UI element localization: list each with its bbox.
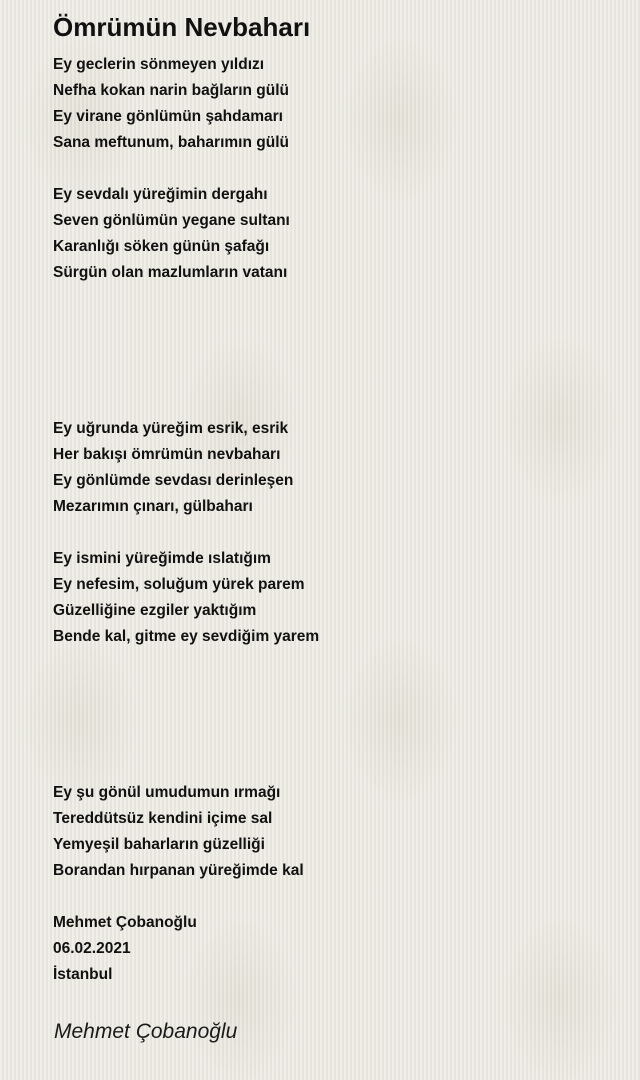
poem-body [53, 52, 613, 988]
poem-line: Ey nefesim, soluğum yürek parem [53, 576, 305, 593]
poem-title: Ömrümün Nevbaharı [53, 12, 311, 42]
stanza-gap [53, 754, 613, 780]
poem-line: Ey gönlümde sevdası derinleşen [53, 472, 294, 489]
poem-line: Sürgün olan mazlumların vatanı [53, 264, 288, 281]
stanza-1 [53, 52, 613, 156]
poem-line: Ey ismini yüreğimde ıslatığım [53, 550, 271, 567]
stanza-gap [53, 390, 613, 416]
stanza-4 [53, 546, 613, 650]
poem-line: Borandan hırpanan yüreğimde kal [53, 862, 304, 879]
poem-line: Seven gönlümün yegane sultanı [53, 212, 290, 229]
poem-line: Her bakışı ömrümün nevbaharı [53, 446, 281, 463]
poem-line: Ey geclerin sönmeyen yıldızı [53, 56, 265, 73]
stanza-2 [53, 182, 613, 286]
poem-line: Ey şu gönül umudumun ırmağı [53, 784, 281, 801]
poem-line: Sana meftunum, baharımın gülü [53, 134, 289, 151]
section-gap [53, 286, 613, 390]
poem-line: Güzelliğine ezgiler yaktığım [53, 602, 257, 619]
stanza-3 [53, 416, 613, 520]
poem-line: Nefha kokan narin bağların gülü [53, 82, 289, 99]
poem-place: İstanbul [53, 966, 113, 983]
poem-line: Ey uğrunda yüreğim esrik, esrik [53, 420, 289, 437]
author-name: Mehmet Çobanoğlu [53, 914, 197, 931]
poem-line: Karanlığı söken günün şafağı [53, 238, 270, 255]
stanza-gap [53, 884, 613, 910]
poem-line: Yemyeşil baharların güzelliği [53, 836, 265, 853]
poem-line: Mezarımın çınarı, gülbaharı [53, 498, 253, 515]
stanza-5 [53, 780, 613, 884]
section-gap [53, 650, 613, 754]
poem-line: Ey virane gönlümün şahdamarı [53, 108, 283, 125]
poem-line: Bende kal, gitme ey sevdiğim yarem [53, 628, 320, 645]
poem-line: Tereddütsüz kendini içime sal [53, 810, 273, 827]
poem-line: Ey sevdalı yüreğimin dergahı [53, 186, 268, 203]
stanza-gap [53, 156, 613, 182]
stanza-gap [53, 520, 613, 546]
author-signature: Mehmet Çobanoğlu [54, 1020, 238, 1043]
poem-date: 06.02.2021 [53, 940, 131, 957]
poem-footer [53, 910, 613, 988]
